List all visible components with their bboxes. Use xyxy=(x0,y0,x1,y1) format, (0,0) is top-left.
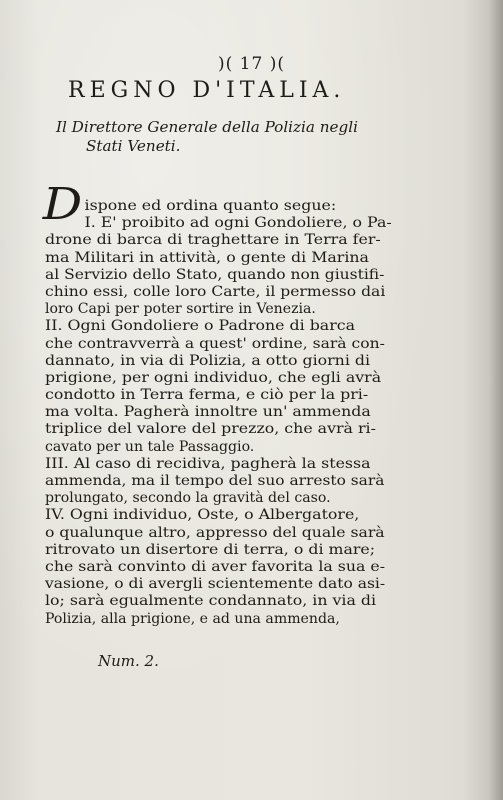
drop-cap: D xyxy=(42,179,83,230)
body-line: drone di barca di traghettare in Terra fer- xyxy=(45,232,381,249)
body-line: loro Capi per poter sortire in Venezia. xyxy=(45,301,316,318)
issuer-heading xyxy=(56,118,358,156)
signature-mark: Num. 2. xyxy=(98,652,159,670)
body-line: Polizia, alla prigione, e ad una ammenda, xyxy=(45,610,340,627)
body-line: triplice del valore del prezzo, che avrà ri- xyxy=(45,421,376,438)
decree-body xyxy=(42,179,392,628)
body-line: che sarà convinto di aver favorita la sua e- xyxy=(45,558,386,575)
page-number: )( 17 )( xyxy=(218,54,285,74)
issuer-line-2: Stati Veneti. xyxy=(86,137,181,155)
body-line: vasione, o di avergli scientemente dato asi- xyxy=(45,576,386,593)
body-line: chino essi, colle loro Carte, il permesso dai xyxy=(45,283,386,300)
body-line: lo; sarà egualmente condannato, in via di xyxy=(45,593,377,610)
body-line: prolungato, secondo la gravità del caso. xyxy=(45,490,331,507)
body-line: cavato per un tale Passaggio. xyxy=(45,438,255,455)
body-line-text: ispone ed ordina quanto segue: xyxy=(84,198,337,214)
body-line: IV. Ogni individuo, Oste, o Albergatore, xyxy=(45,507,360,524)
issuer-line-1: Il Direttore Generale della Polizia negli xyxy=(56,118,358,136)
body-line: ma volta. Pagherà innoltre un' ammenda xyxy=(45,404,371,421)
body-line: ma Militari in attività, o gente di Marina xyxy=(45,249,369,266)
page-edge-shadow xyxy=(489,0,503,800)
body-line: ritrovato un disertore di terra, o di mare; xyxy=(45,541,376,558)
body-line: III. Al caso di recidiva, pagherà la stessa xyxy=(45,455,371,472)
kingdom-title: REGNO D'ITALIA. xyxy=(68,78,346,103)
body-line: I. E' proibito ad ogni Gondoliere, o Pa- xyxy=(84,215,392,232)
body-line: o qualunque altro, appresso del quale sarà xyxy=(45,524,385,541)
body-line: ammenda, ma il tempo del suo arresto sarà xyxy=(45,473,385,489)
body-line: condotto in Terra ferma, e ciò per la pri- xyxy=(45,387,369,404)
body-line: che contravverrà a quest' ordine, sarà con- xyxy=(45,335,385,352)
body-line: II. Ogni Gondoliere o Padrone di barca xyxy=(45,318,356,335)
body-line: prigione, per ogni individuo, che egli avrà xyxy=(45,369,382,386)
body-line: al Servizio dello Stato, quando non giustifi- xyxy=(45,266,385,283)
body-line: dannato, in via di Polizia, a otto giorni di xyxy=(45,352,371,369)
